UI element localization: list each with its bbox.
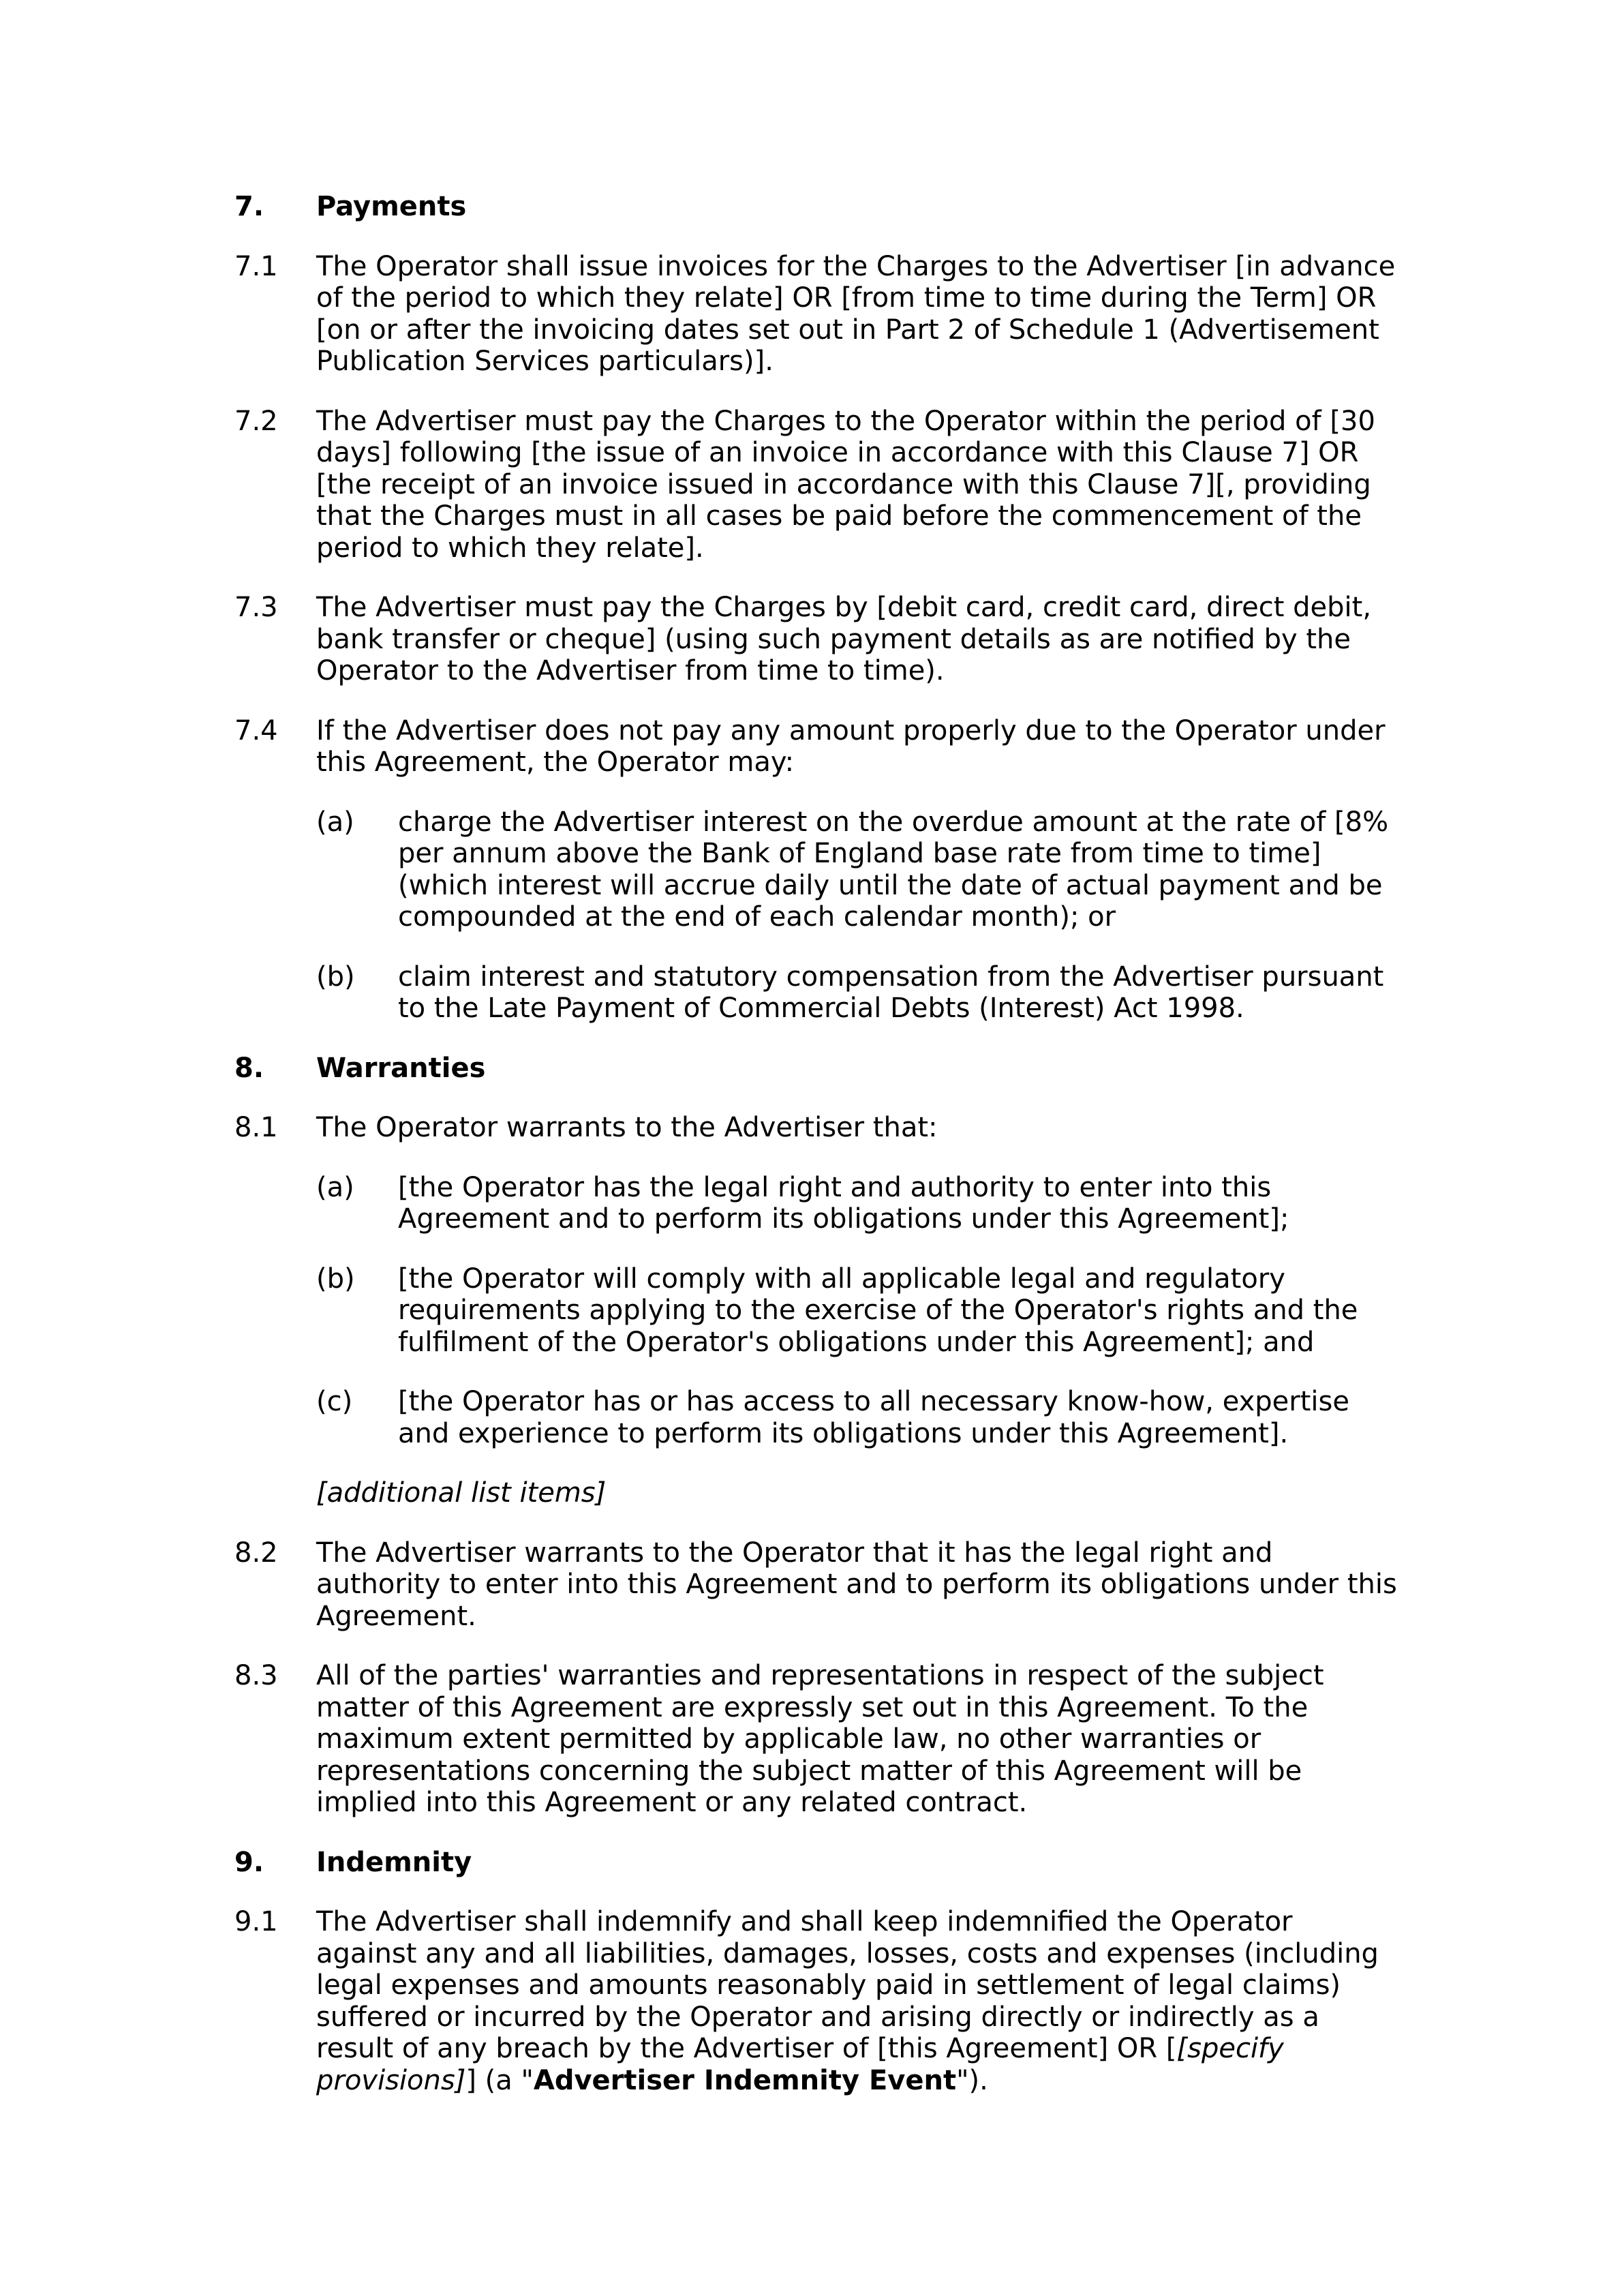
section-7-heading: [234, 191, 1397, 223]
section-title: Payments: [316, 191, 467, 222]
defined-term: Advertiser Indemnity Event: [533, 2064, 957, 2096]
clause-8-1: [234, 1112, 1397, 1144]
section-number: 7.: [234, 191, 264, 222]
subclause-number: (a): [316, 806, 354, 838]
clause-8-2: [234, 1537, 1397, 1633]
clause-number: 7.1: [234, 250, 278, 282]
clause-text: The Advertiser must pay the Charges to the Operator within the period of [30 days] following [the issue of an invoice in accordance with this Clause 7] OR [the receipt of an invoice issued in accordance with this Clause 7][, providing that the Charges must in all cases be paid before the commencement of the period to which they relate].: [316, 405, 1375, 564]
subclause-text: charge the Advertiser interest on the overdue amount at the rate of [8% per annum above the Bank of England base rate from time to time] (which interest will accrue daily until the date of actual payment and be compounded at the end of each calendar month); or: [398, 806, 1389, 933]
clause-number: 9.1: [234, 1906, 278, 1937]
clause-7-3: [234, 592, 1397, 687]
subclause-number: (a): [316, 1171, 354, 1203]
clause-7-1: [234, 251, 1397, 378]
placeholder-text: [specify provisions]: [316, 2033, 1284, 2096]
additional-items-note: [additional list items]: [316, 1477, 607, 1509]
clause-8-1-c: [316, 1386, 1397, 1449]
clause-8-3: [234, 1660, 1397, 1819]
clause-text: The Advertiser must pay the Charges by [debit card, credit card, direct debit, bank transfer or cheque] (using such payment details as are notified by the Operator to the Advertiser from time to time).: [316, 592, 1372, 686]
clause-7-2: [234, 406, 1397, 564]
clause-text: All of the parties' warranties and representations in respect of the subject matter of this Agreement are expressly set out in this Agreement. To the maximum extent permitted by applicable law, no other warranties or representations concerning the subject matter of this Agreement will be implied into this Agreement or any related contract.: [316, 1660, 1324, 1818]
clause-number: 8.2: [234, 1537, 278, 1569]
clause-8-1-b: [316, 1263, 1397, 1359]
clause-7-4-b: [316, 961, 1397, 1025]
section-number: 8.: [234, 1052, 264, 1084]
subclause-number: (b): [316, 1263, 355, 1295]
section-9-heading: [234, 1847, 1397, 1879]
clause-7-4-a: [316, 806, 1397, 933]
clause-number: 8.3: [234, 1660, 278, 1691]
clause-8-1-a: [316, 1172, 1397, 1235]
clause-text-part: The Advertiser shall indemnify and shall keep indemnified the Operator against any and all liabilities, damages, losses, costs and expenses (including legal expenses and amounts reasonably paid in settlement of legal claims) suffered or incurred by the Operator and arising directly or indirectly as a result of any breach by the Advertiser of [this Agreement] OR [: [316, 1906, 1379, 2064]
clause-number: 7.3: [234, 592, 278, 623]
clause-number: 7.4: [234, 714, 278, 746]
subclause-text: [the Operator has or has access to all necessary know-how, expertise and experience to perform its obligations under this Agreement].: [398, 1386, 1349, 1449]
clause-text: [316, 1906, 1397, 2096]
subclause-text: claim interest and statutory compensation from the Advertiser pursuant to the Late Payment of Commercial Debts (Interest) Act 1998.: [398, 961, 1384, 1024]
clause-number: 8.1: [234, 1112, 278, 1143]
section-title: Indemnity: [316, 1846, 472, 1878]
subclause-text: [the Operator will comply with all applicable legal and regulatory requirements applying to the exercise of the Operator's rights and the fulfilment of the Operator's obligations under this Agreement]; and: [398, 1263, 1358, 1358]
clause-number: 7.2: [234, 405, 278, 437]
clause-text: The Advertiser warrants to the Operator that it has the legal right and authority to enter into this Agreement and to perform its obligations under this Agreement.: [316, 1537, 1397, 1632]
clause-text-part: ").: [956, 2064, 988, 2096]
subclause-text: [the Operator has the legal right and authority to enter into this Agreement and to perform its obligations under this Agreement];: [398, 1171, 1289, 1235]
clause-text: If the Advertiser does not pay any amount properly due to the Operator under this Agreement, the Operator may:: [316, 714, 1386, 778]
section-title: Warranties: [316, 1052, 486, 1084]
clause-text-part: ] (a ": [465, 2064, 534, 2096]
clause-9-1: [234, 1906, 1397, 2096]
subclause-number: (c): [316, 1386, 353, 1417]
section-number: 9.: [234, 1846, 264, 1878]
clause-text: The Operator warrants to the Advertiser that:: [316, 1112, 938, 1143]
section-8-heading: [234, 1053, 1397, 1085]
subclause-number: (b): [316, 961, 355, 993]
clause-text: The Operator shall issue invoices for the Charges to the Advertiser [in advance of the period to which they relate] OR [from time to time during the Term] OR [on or after the invoicing dates set out in Part 2 of Schedule 1 (Advertisement Publication Services particulars)].: [316, 250, 1396, 377]
clause-7-4: [234, 715, 1397, 779]
